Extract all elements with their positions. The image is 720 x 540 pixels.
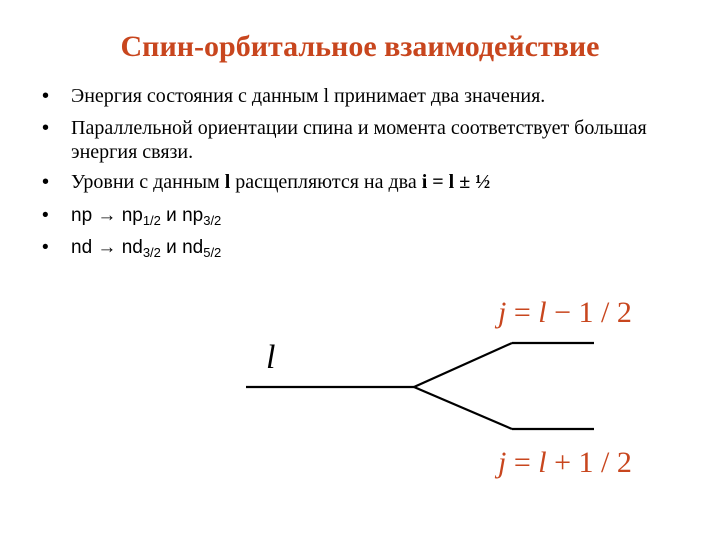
bullet-text-prefix: Уровни с данным: [71, 171, 225, 193]
lower-rest: + 1 / 2: [546, 446, 632, 479]
bullet-nd-sub-1: 3/2: [142, 245, 161, 260]
bullet-np-sub-2: 3/2: [203, 213, 222, 228]
bullet-np-sub-1: 1/2: [142, 213, 161, 228]
lower-l: l: [538, 446, 547, 479]
lower-j: j: [498, 446, 507, 479]
bullet-text-mid: расщепляются на два: [230, 171, 422, 193]
upper-equals: =: [506, 296, 539, 329]
bullet-text: Параллельной ориентации спина и момента соответствует большая энергия связи.: [71, 117, 647, 163]
bullet-nd-sub-2: 5/2: [203, 245, 222, 260]
upper-j: j: [498, 296, 507, 329]
lower-equals: =: [506, 446, 539, 479]
upper-l: l: [538, 296, 547, 329]
lower-formula: [494, 446, 632, 479]
bullet-text: Энергия состояния с данным l принимает два значения.: [71, 85, 546, 107]
bullet-np-and: и np: [160, 205, 204, 226]
upper-branch: [414, 343, 512, 387]
bullet-nd-left: nd → nd: [71, 237, 143, 258]
level-label: l: [266, 339, 276, 376]
bullet-nd-and: и nd: [160, 237, 204, 258]
bullet-np-left: np → np: [71, 205, 143, 226]
upper-formula: [494, 296, 632, 329]
diagram-lines: [246, 343, 594, 429]
bullet-l-symbol: l: [224, 171, 231, 193]
upper-rest: − 1 / 2: [546, 296, 632, 329]
lower-branch: [414, 387, 512, 429]
slide-title: Спин-орбитальное взаимодействие: [120, 30, 600, 63]
bullet-equation: i = l ± ½: [421, 171, 491, 193]
